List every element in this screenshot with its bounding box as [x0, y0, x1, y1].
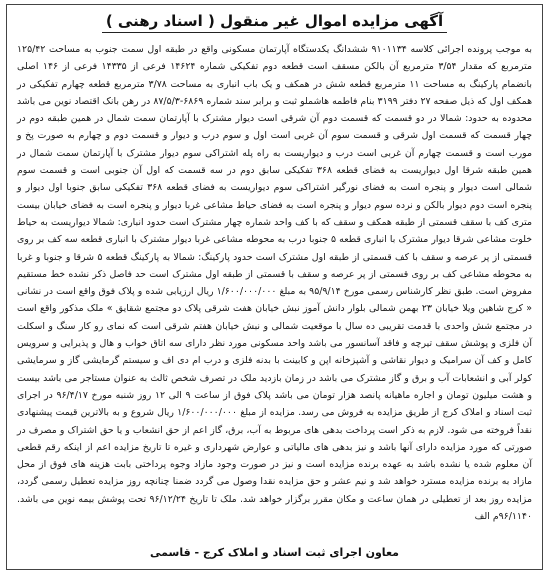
notice-signature: معاون اجرای ثبت اسناد و املاک کرج - قاسمی	[150, 546, 399, 559]
notice-body: به موجب پرونده اجرائی کلاسه ۹۱۰۱۱۳۴ ششدانگ یکدستگاه آپارتمان مسکونی واقع در طبقه اول سمت جنوب به مساحت ۱۲۵/۴۲ مترمربع که مقدار ۳/۵۴ مترمربع آن بالکن مسقف است قطعه دوم تفکیکی شماره ۱۴۶۲۴ فرعی از ۱۴۳۳۵ فرعی از ۱۴۶ اصلی بانضمام پارکینگ به مساحت ۱۱ مترمربع قطعه شش در همکف و یک باب انباری به مساحت ۳/۷۸ مترمربع قطعه چهارم تفکیکی در همکف اول که ذیل صفحه ۲۷ دفتر ۳۱۹۹ بنام فاطمه هاشملو ثبت و برابر سند شماره ۶۸۶۹-۸۷/۵/۳ در رهن بانک اقتصاد نوین می باشد محدوده به حدود: شمالا در دو قسمت که قسمت دوم آن شرقی است دیوار مشترک با آپارتمان سمت شمال در همین طبقه دوم در چهار قسمت که قسمت اول شرقی و قسمت سوم آن غربی است اول و سوم درب و دیوار و قسمت دوم و چهارم به صورت پخ و مورب است و قسمت چهارم آن غربی است درب و دیواریست به راه پله اشتراکی سوم دیوار مشترک با آپارتمان سمت شمال در همین طبقه شرقا اول دیواریست به فضای قطعه ۳۶۸ تفکیکی سابق دوم در سه قسمت که اول آن جنوبی است و قسمت سوم شمالی است دیوار و پنجره است به فضای نورگیر اشتراکی سوم دیواریست به فضای قطعه ۳۶۸ تفکیکی سابق جنوبا اول دیوار و پنجره است دوم دیوار بالکن و نرده سوم دیوار و پنجره است به فضای حیاط مشاعی غربا دیوار و پنجره است به فضای خیابان بیست متری کف با سقف قسمتی از طبقه همکف و سقف که با کف واحد شماره چهار مشترک است حدود انباری: شمالا دیواریست به حیاط خلوت مشاعی شرقا دیوار مشترک با انباری قطعه ۵ جنوبا درب به محوطه مشاعی غربا دیوار مشترک با انباری قطعه سه کف بر روی قسمتی از پر عرصه و سقف با کف قسمتی از طبقه اول مشترک است حدود پارکینگ: شمالا به پارکینگ قطعه ۵ شرقا و جنوبا و غربا به محوطه مشاعی کف بر روی قسمتی از پر عرصه و سقف با قسمتی از طبقه اول مشترک است حد فاصل ذکر نشده خط مستقیم مفروض است. طبق نظر کارشناس رسمی مورخ ۹۵/۹/۱۴ به مبلغ ۱/۶۰۰/۰۰۰/۰۰۰ ریال ارزیابی شده و پلاک فوق واقع است در نشانی « کرج شاهین ویلا خیابان ۲۳ بهمن شمالی بلوار دانش آموز نبش خیابان هفت شرقی پلاک دو مجتمع شقایق » ملک مذکور واقع است در مجتمع شش واحدی با قدمت تقریبی ده سال با موقعیت شمالی و نبش خیابان هفتم شرقی است که نمای رو کار سنگ و اسکلت آن فلزی و پوشش سقف تیرچه و فاقد آسانسور می باشد واحد مسکونی مورد نظر دارای سه اتاق خواب و هال و پذیرایی و سرویس کامل و کف آن سرامیک و دیوار نقاشی و آشپزخانه اپن و کابینت با بدنه فلزی و درب ام دی اف و سیستم گرمایشی گاز و سرمایشی کولر آبی و انشعابات آب و برق و گاز مشترک می باشد در زمان بازدید ملک در تصرف شخص ثالث به عنوان مستاجر می باشد بیست و هشت میلیون تومان و اجاره ماهیانه پانصد هزار تومان می باشد پلاک فوق از ساعت ۹ الی ۱۲ روز شنبه مورخ ۹۶/۴/۱۷ در اجرای ثبت اسناد و املاک کرج از طریق مزایده به فروش می رسد. مزایده از مبلغ ۱/۶۰۰/۰۰۰/۰۰۰ ریال شروع و به بالاترین قیمت پیشنهادی نقداً فروخته می شود. لازم به ذکر است پرداخت بدهی های مربوط به آب، برق، گاز اعم از حق انشعاب و یا حق اشتراک و مصرف در صورتی که مورد مزایده دارای آنها باشد و نیز بدهی های مالیاتی و عوارض شهرداری و غیره تا تاریخ مزایده اعم از اینکه رقم قطعی آن معلوم شده یا نشده باشد به عهده برنده مزایده است و نیز در صورت وجود مازاد وجوه پرداختی بابت هزینه های فوق از محل مازاد به برنده مزایده مسترد خواهد شد و نیم عشر و حق مزایده نقدا وصول می گردد ضمنا چنانچه روز مزایده تعطیل رسمی گردد، مزایده روز بعد از تعطیلی در همان ساعت و مکان مقرر برگزار خواهد شد. ملک تا تاریخ ۹۶/۱۲/۲۴ تحت پوشش بیمه نوین می باشد. ۹۶/۱۱۴۰م الف	[17, 44, 533, 523]
notice-title: آگهی مزایده اموال غیر منقول ( اسناد رهنی )	[102, 12, 447, 33]
title-bar	[7, 11, 542, 33]
notice-frame	[6, 4, 543, 570]
